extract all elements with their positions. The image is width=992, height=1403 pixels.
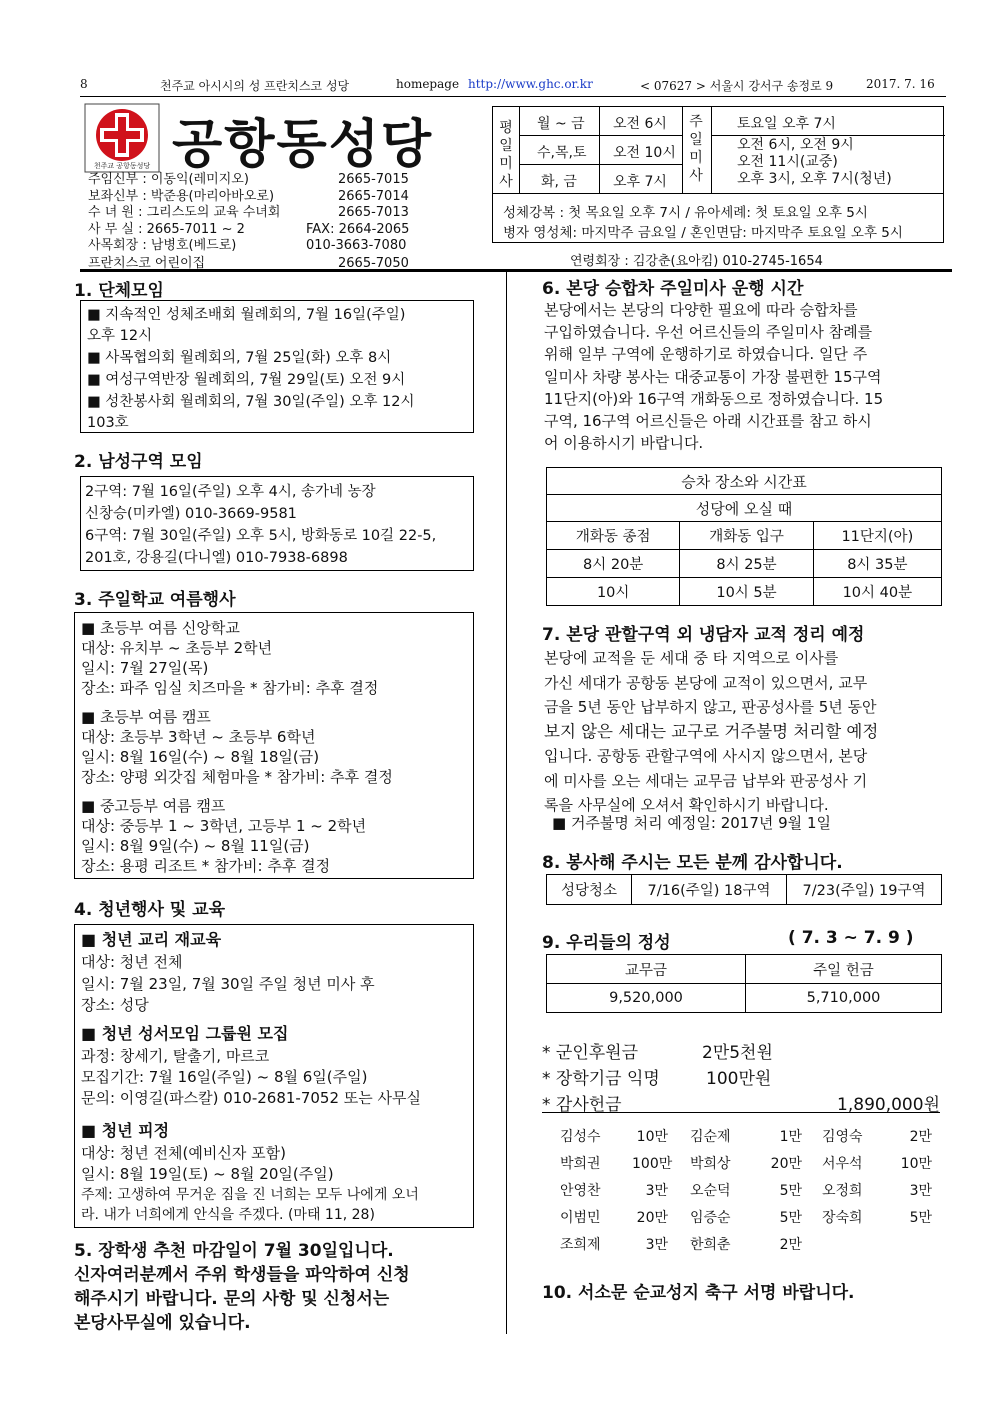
staff-row: 사 무 실 : 2665-7011 ~ 2 FAX: 2664-2065 xyxy=(88,221,410,237)
staff-list xyxy=(88,172,428,272)
section-6-text: 본당에서는 본당의 다양한 필요에 따라 승합차를 구입하였습니다. 우선 어르신들의 주일미사 참례를 위해 일부 구역에 운행하기로 하였습니다. 일단 주 일미사 차량 봉사는 대중교통이 가장 불편한 15구역 11단지(아)와 16구역 개화동으로 정하였습니다. 15 구역, 16구역 어르신들은 아래 시간표를 참고 하시 어 이용하시기 바랍니다. xyxy=(544,301,884,453)
section-3-box: ■ 초등부 여름 신앙학교 대상: 유치부 ~ 초등부 2학년 일시: 7월 27일(목) 장소: 파주 임실 치즈마을 * 참가비: 추후 결정 ■ 초등부 여름 캠프 대상: 초등부 3학년 ~ 초등부 6학년 일시: 8월 16일(수) ~ 8월 18일(금) 장소: 양평 외갓집 체험마을 * 참가비: 추후 결정 ■ 중고등부 여름 캠프 대상: 중등부 1 ~ 3학년, 고등부 1 ~ 2학년 일시: 8월 9일(수) ~ 8월 11일(금) 장소: 용평 리조트 * 참가비: 추후 결정 xyxy=(74,612,474,879)
weekday-mass-label: 평 일 미 사 xyxy=(499,120,513,190)
section-1-title: 1. 단체모임 xyxy=(74,281,164,301)
logo-caption: 천주교 공항동성당 xyxy=(93,162,151,170)
donor-amount: 1만 xyxy=(779,1129,802,1145)
donor-amount: 5만 xyxy=(909,1210,932,1226)
donor-name: 박희권 xyxy=(560,1156,601,1172)
staff-row: 프란치스코 어린이집 2665-7050 xyxy=(88,255,409,271)
staff-row: 보좌신부 : 박준용(마리아바오로) 2665-7014 xyxy=(88,188,409,204)
donor-amount: 3만 xyxy=(645,1183,668,1199)
donor-amount: 2만 xyxy=(909,1129,932,1145)
funeral-contact: 연령회장 : 김강춘(요아킴) 010-2745-1654 xyxy=(570,254,823,269)
section-10-title: 10. 서소문 순교성지 축구 서명 바랍니다. xyxy=(542,1283,855,1303)
section-1-box: ■ 지속적인 성체조배회 월례회의, 7월 16일(주일) 오후 12시 ■ 사목협의회 월례회의, 7월 25일(화) 오후 8시 ■ 여성구역반장 월례회의, 7월 29일(토) 오전 9시 ■ 성찬봉사회 월례회의, 7월 30일(주일) 오후 12시 103호 xyxy=(80,300,474,433)
section-7-note: ■ 거주불명 처리 예정일: 2017년 9월 1일 xyxy=(552,814,831,832)
homepage-link[interactable]: http://www.ghc.or.kr xyxy=(468,77,593,91)
donor-amount: 100만 xyxy=(632,1156,673,1172)
donor-name: 김영숙 xyxy=(822,1129,863,1145)
sunday-mass-label: 주 일 미 사 xyxy=(689,114,703,184)
donor-name: 임증순 xyxy=(690,1210,731,1226)
donor-amount: 5만 xyxy=(779,1183,802,1199)
donor-name: 오정희 xyxy=(822,1183,863,1199)
issue-date: 2017. 7. 16 xyxy=(866,77,935,91)
staff-row: 수 녀 원 : 그리스도의 교육 수녀회 2665-7013 xyxy=(88,205,409,220)
mass-note-2: 병자 영성체: 마지막주 금요일 / 혼인면담: 마지막주 토요일 오후 5시 xyxy=(503,225,903,241)
volunteer-table: 성당청소 7/16(주일) 18구역 7/23(주일) 19구역 xyxy=(546,874,942,905)
section-9-title: 9. 우리들의 정성 xyxy=(542,933,671,953)
org-name: 천주교 아시시의 성 프란치스코 성당 xyxy=(160,79,350,93)
donor-name: 조희제 xyxy=(560,1237,601,1253)
section-5-text: 5. 장학생 추천 마감일이 7월 30일입니다. 신자여러분께서 주위 학생들을 파악하여 신청 해주시기 바랍니다. 문의 사항 및 신청서는 본당사무실에 있습니다. xyxy=(74,1241,410,1333)
section-3-title: 3. 주일학교 여름행사 xyxy=(74,590,236,610)
donor-amount: 20만 xyxy=(636,1210,668,1226)
section-6-title: 6. 본당 승합차 주일미사 운행 시간 xyxy=(542,279,804,299)
header-divider xyxy=(80,269,952,272)
section-8-title: 8. 봉사해 주시는 모든 분께 감사합니다. xyxy=(542,853,843,873)
donor-name: 이범민 xyxy=(560,1210,601,1226)
church-logo xyxy=(84,103,160,173)
donor-amount: 2만 xyxy=(779,1237,802,1253)
donor-amount: 3만 xyxy=(909,1183,932,1199)
donor-name: 박희상 xyxy=(690,1156,731,1172)
scholarship-donation: * 장학기금 익명 100만원 xyxy=(542,1069,772,1089)
donor-amount: 10만 xyxy=(900,1156,932,1172)
section-9-period: ( 7. 3 ~ 7. 9 ) xyxy=(788,928,914,948)
header-line xyxy=(80,74,946,97)
mass-schedule: 평 일 미 사 월 ~ 금 수,목,토 화, 금 오전 6시 오전 10시 오후 7시 주 일 미 사 토요일 오후 7시 오전 6시, 오전 9시 오전 11시(교중) 오후 3시, 오후 7시(청년) 성체강복 : 첫 목요일 오후 7시 / 유아세례: 첫 토요일 오후 5시 병자 영성체: 마지막주 금요일 / 혼인면담: 마지막주 토요일 오후 5시 xyxy=(492,106,944,243)
donor-name: 장숙희 xyxy=(822,1210,863,1226)
donor-name: 김순제 xyxy=(690,1129,731,1145)
donor-name: 김성수 xyxy=(560,1129,601,1145)
section-4-box: ■ 청년 교리 재교육 대상: 청년 전체 일시: 7월 23일, 7월 30일 주일 청년 미사 후 장소: 성당 ■ 청년 성서모임 그룹원 모집 과정: 창세기, 탈출기, 마르코 모집기간: 7월 16일(주일) ~ 8월 6일(주일) 문의: 이영길(파스칼) 010-2681-7052 또는 사무실 ■ 청년 피정 대상: 청년 전체(예비신자 포함) 일시: 8월 19일(토) ~ 8월 20일(주일) 주제: 고생하여 무거운 짐을 진 너희는 모두 나에게 오너 라. 내가 너희에게 안식을 주겠다. (마태 11, 28) xyxy=(74,924,474,1228)
donor-name: 서우석 xyxy=(822,1156,863,1172)
staff-row: 주임신부 : 이동익(레미지오) 2665-7015 xyxy=(88,172,409,187)
donor-amount: 3만 xyxy=(645,1237,668,1253)
donor-amount: 20만 xyxy=(770,1156,802,1172)
shuttle-timetable: 승차 장소와 시간표 성당에 오실 때 개화동 종점 개화동 입구 11단지(아) 8시 20분 8시 25분 8시 35분 10시 10시 5분 10시 40분 xyxy=(546,467,942,606)
section-7-text: 본당에 교적을 둔 세대 중 타 지역으로 이사를 가신 세대가 공항동 본당에 교적이 있으면서, 교무 금을 5년 동안 납부하지 않고, 판공성사를 5년 동안 보지 않은 세대는 교구로 거주불명 처리할 예정 입니다. 공항동 관할구역에 사시지 않으면서, 본당 에 미사를 오는 세대는 교무금 납부와 판공성사 기 록을 사무실에 오셔서 확인하시기 바랍니다. xyxy=(544,649,879,814)
address: < 07627 > 서울시 강서구 송정로 9 xyxy=(640,79,834,93)
military-donation: * 군인후원금 2만5천원 xyxy=(542,1043,773,1063)
page-title: 공항동성당 xyxy=(172,115,434,175)
section-2-title: 2. 남성구역 모임 xyxy=(74,452,203,472)
offering-table: 교무금 주일 헌금 9,520,000 5,710,000 xyxy=(546,954,942,1013)
section-4-title: 4. 청년행사 및 교육 xyxy=(74,900,225,920)
section-7-title: 7. 본당 관할구역 외 냉담자 교적 정리 예정 xyxy=(542,625,865,645)
page-number: 8 xyxy=(80,77,88,91)
section-2-box: 2구역: 7월 16일(주일) 오후 4시, 송가네 농장 신창승(미카엘) 010-3669-9581 6구역: 7월 30일(주일) 오후 5시, 방화동로 10길 22-5, 201호, 강용길(다니엘) 010-7938-6898 xyxy=(80,476,474,571)
donor-name: 오순덕 xyxy=(690,1183,731,1199)
thanks-donation: * 감사헌금 1,890,000원 xyxy=(542,1090,940,1113)
donor-amount: 5만 xyxy=(779,1210,802,1226)
mass-note-1: 성체강복 : 첫 목요일 오후 7시 / 유아세례: 첫 토요일 오후 5시 xyxy=(503,205,868,221)
donor-amount: 10만 xyxy=(636,1129,668,1145)
donor-name: 안영찬 xyxy=(560,1183,601,1199)
staff-row: 사목회장 : 남병호(베드로) 010-3663-7080 xyxy=(88,238,407,253)
donor-name: 한희춘 xyxy=(690,1237,731,1253)
column-divider xyxy=(506,272,507,1334)
homepage-label: homepage xyxy=(396,77,460,91)
